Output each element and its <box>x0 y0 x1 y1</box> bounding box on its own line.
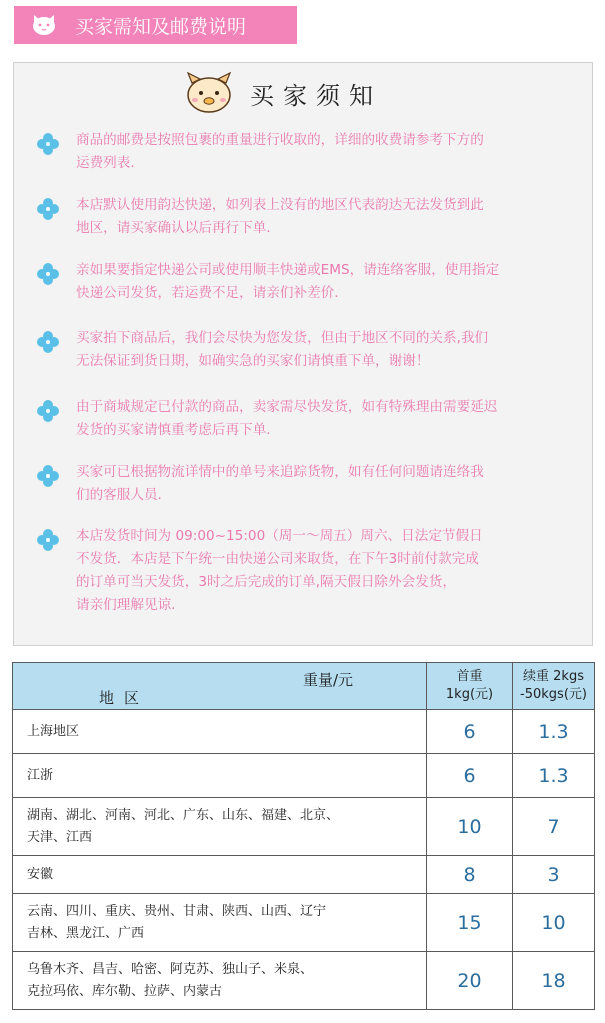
first-weight-cell: 10 <box>427 798 513 856</box>
region-cell <box>13 952 427 1010</box>
clover-icon <box>36 262 60 286</box>
region-line: 上海地区 <box>27 723 80 739</box>
clover-icon <box>36 132 60 156</box>
notice-line: 买家拍下商品后，我们会尽快为您发货，但由于地区不同的关系,我们 <box>76 330 489 346</box>
area-header-label: 地区 <box>99 689 150 707</box>
banner-title: 买家需知及邮费说明 <box>75 15 247 38</box>
table-row <box>13 894 595 952</box>
extra-weight-cell: 10 <box>513 894 595 952</box>
notice-line: 亲如果要指定快递公司或使用顺丰快递或EMS，请连络客服，使用指定 <box>76 262 500 278</box>
notice-line: 地区，请买家确认以后再行下单. <box>76 220 271 236</box>
clover-icon <box>36 528 60 552</box>
clover-icon <box>36 330 60 354</box>
region-line: 乌鲁木齐、昌吉、哈密、阿克苏、独山子、米泉、 <box>27 961 314 977</box>
clover-icon <box>36 197 60 221</box>
header-banner <box>14 6 297 44</box>
first-weight-cell: 8 <box>427 856 513 894</box>
notice-line: 买家可已根据物流详情中的单号来追踪货物，如有任何问题请连络我 <box>76 464 484 480</box>
weight-header-label: 重量/元 <box>303 671 354 689</box>
first-weight-cell: 15 <box>427 894 513 952</box>
mascot-icon <box>184 71 234 115</box>
extra-weight-cell: 7 <box>513 798 595 856</box>
notice-line: 无法保证到货日期，如确实急的买家们请慎重下单，谢谢！ <box>76 353 430 369</box>
region-line: 安徽 <box>27 866 54 882</box>
table-row <box>13 798 595 856</box>
notice-header <box>184 71 382 115</box>
shipping-fee-table <box>12 662 594 1010</box>
region-line: 克拉玛依、库尔勒、拉萨、内蒙古 <box>27 983 223 999</box>
extra-weight-cell: 18 <box>513 952 595 1010</box>
table-row <box>13 754 595 798</box>
table-row <box>13 856 595 894</box>
extra-weight-cell: 3 <box>513 856 595 894</box>
region-line: 湖南、湖北、河南、河北、广东、山东、福建、北京、 <box>27 807 340 823</box>
region-header <box>13 663 427 710</box>
extra-weight-cell: 1.3 <box>513 754 595 798</box>
region-cell <box>13 798 427 856</box>
notice-line: 运费列表. <box>76 155 135 171</box>
first-weight-cell: 20 <box>427 952 513 1010</box>
notice-line: 请亲们理解见谅. <box>76 597 176 613</box>
notice-line: 由于商城规定已付款的商品，卖家需尽快发货，如有特殊理由需要延迟 <box>76 399 498 415</box>
first-weight-header-line: 1kg(元) <box>445 687 494 702</box>
region-line: 江浙 <box>27 767 54 783</box>
notice-line: 们的客服人员. <box>76 487 162 503</box>
region-line: 云南、四川、重庆、贵州、甘肃、陕西、山西、辽宁 <box>27 903 327 919</box>
notice-line: 快递公司发货，若运费不足，请亲们补差价. <box>76 285 339 301</box>
extra-weight-header-line: 续重 2kgs <box>523 669 584 684</box>
region-line: 天津、江西 <box>27 829 93 845</box>
first-weight-header <box>427 663 513 710</box>
region-cell <box>13 710 427 754</box>
notice-line: 的订单可当天发货，3时之后完成的订单,隔天假日除外会发货， <box>76 574 456 590</box>
table-header-row <box>13 663 595 710</box>
notice-line: 不发货．本店是下午统一由快递公司来取货，在下午3时前付款完成 <box>76 551 479 567</box>
notice-line: 商品的邮费是按照包裹的重量进行收取的，详细的收费请参考下方的 <box>76 132 484 148</box>
table-row <box>13 952 595 1010</box>
notice-line: 本店发货时间为 09:00~15:00（周一～周五）周六、日法定节假日 <box>76 528 483 544</box>
buyer-notice-panel <box>13 62 593 646</box>
extra-weight-header <box>513 663 595 710</box>
first-weight-header-line: 首重 <box>456 669 483 684</box>
extra-weight-cell: 1.3 <box>513 710 595 754</box>
region-cell <box>13 856 427 894</box>
clover-icon <box>36 464 60 488</box>
first-weight-cell: 6 <box>427 754 513 798</box>
region-line: 吉林、黑龙江、广西 <box>27 925 145 941</box>
cat-face-icon <box>31 14 57 36</box>
extra-weight-header-line: -50kgs(元) <box>520 687 587 702</box>
region-cell <box>13 894 427 952</box>
notice-title: 买家须知 <box>250 81 382 110</box>
table-row <box>13 710 595 754</box>
region-cell <box>13 754 427 798</box>
first-weight-cell: 6 <box>427 710 513 754</box>
notice-line: 本店默认使用韵达快递，如列表上没有的地区代表韵达无法发货到此 <box>76 197 484 213</box>
clover-icon <box>36 399 60 423</box>
notice-line: 发货的买家请慎重考虑后再下单. <box>76 422 271 438</box>
